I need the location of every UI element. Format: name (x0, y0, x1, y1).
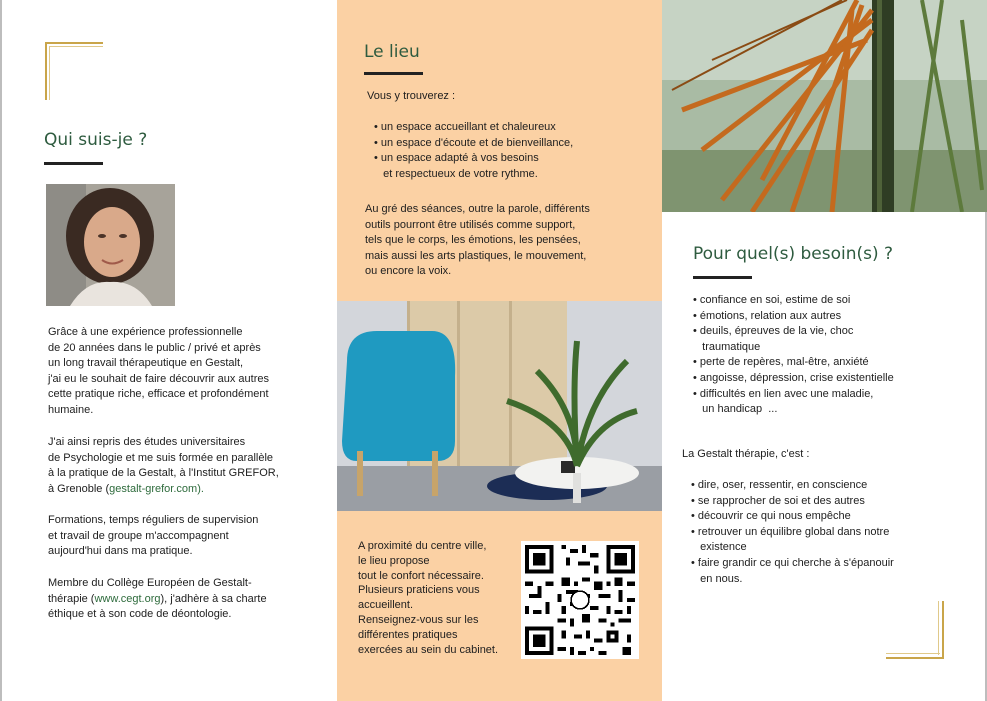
heading-underline (44, 162, 103, 165)
place-intro: Vous y trouverez : (367, 90, 456, 102)
gestalt-list (691, 478, 894, 587)
panel-the-place (337, 0, 662, 701)
list-item: • retrouver un équilibre global dans notre existence (691, 525, 890, 554)
portrait-photo (46, 184, 175, 306)
palm-leaves-photo (662, 0, 987, 212)
grefor-link[interactable]: gestalt-grefor.com). (109, 482, 204, 495)
list-item: • deuils, épreuves de la vie, choc traumatique (693, 325, 854, 353)
list-item: • angoisse, dépression, crise existentielle (693, 371, 894, 384)
bio-paragraph-studies (48, 435, 279, 497)
bio-studies-text: J'ai ainsi repris des études universitaires de Psychologie et me suis formée en parallèle à la pratique de la Gestalt, à l'Institut GREFOR, à Grenoble ( (48, 436, 279, 495)
heading-who-am-i: Qui suis-je ? (44, 130, 148, 150)
list-item: • confiance en soi, estime de soi (693, 294, 851, 306)
membership-text-start: Membre du Collège Européen de Gestalt- thérapie ( (48, 577, 252, 605)
list-item: • émotions, relation aux autres (693, 309, 842, 322)
list-item: • un espace accueillant et chaleureux (374, 121, 556, 133)
heading-underline (364, 72, 423, 75)
qr-code-icon (521, 541, 639, 659)
list-item: • se rapprocher de soi et des autres (691, 494, 865, 507)
gestalt-intro: La Gestalt thérapie, c'est : (682, 448, 810, 460)
therapy-room-photo (337, 301, 662, 511)
needs-list (693, 293, 894, 418)
list-item: • perte de repères, mal-être, anxiété (693, 356, 869, 369)
heading-underline (693, 276, 752, 279)
place-features-list (374, 120, 573, 182)
list-item: • difficultés en lien avec une maladie, un handicap ... (693, 387, 874, 416)
panel-who-am-i (0, 0, 337, 701)
location-text: A proximité du centre ville, le lieu propose tout le confort nécessaire. Plusieurs praticiens vous accueillent. Renseignez-vous sur les différentes pratiques exercées au sein du cabinet. (358, 540, 499, 656)
bio-paragraph-experience: Grâce à une expérience professionnelle de 20 années dans le public / privé et après un long travail thérapeutique en Gestalt, j'ai eu le souhait de faire découvrir aux autres cette pratique riche, efficace et profondément humaine. (48, 326, 270, 416)
heading-the-place: Le lieu (364, 42, 420, 62)
heading-needs: Pour quel(s) besoin(s) ? (693, 244, 894, 264)
qr-code[interactable] (521, 541, 639, 659)
list-item: • un espace d'écoute et de bienveillance, (374, 136, 574, 149)
bio-paragraph-membership (48, 576, 267, 623)
list-item: • faire grandir ce qui cherche à s'épanouir en nous. (691, 556, 894, 585)
list-item: • un espace adapté à vos besoins et respectueux de votre rythme. (374, 152, 539, 180)
list-item: • découvrir ce qui nous empêche (691, 510, 851, 523)
list-item: • dire, oser, ressentir, en conscience (691, 479, 868, 491)
cegt-link[interactable]: www.cegt.org (94, 592, 161, 605)
place-tools-paragraph: Au gré des séances, outre la parole, différents outils pourront être utilisés comme support, tels que le corps, les émotions, les pensées, mais aussi les arts plastiques, le mouvement, ou encore la voix. (365, 203, 590, 278)
panel-needs (662, 0, 987, 701)
membership-text-end: ), j'adhère à sa charte éthique et à son code de déontologie. (48, 592, 267, 621)
bio-paragraph-training: Formations, temps réguliers de supervision et travail de groupe m'accompagnent aujourd'hui dans ma pratique. (48, 514, 259, 558)
